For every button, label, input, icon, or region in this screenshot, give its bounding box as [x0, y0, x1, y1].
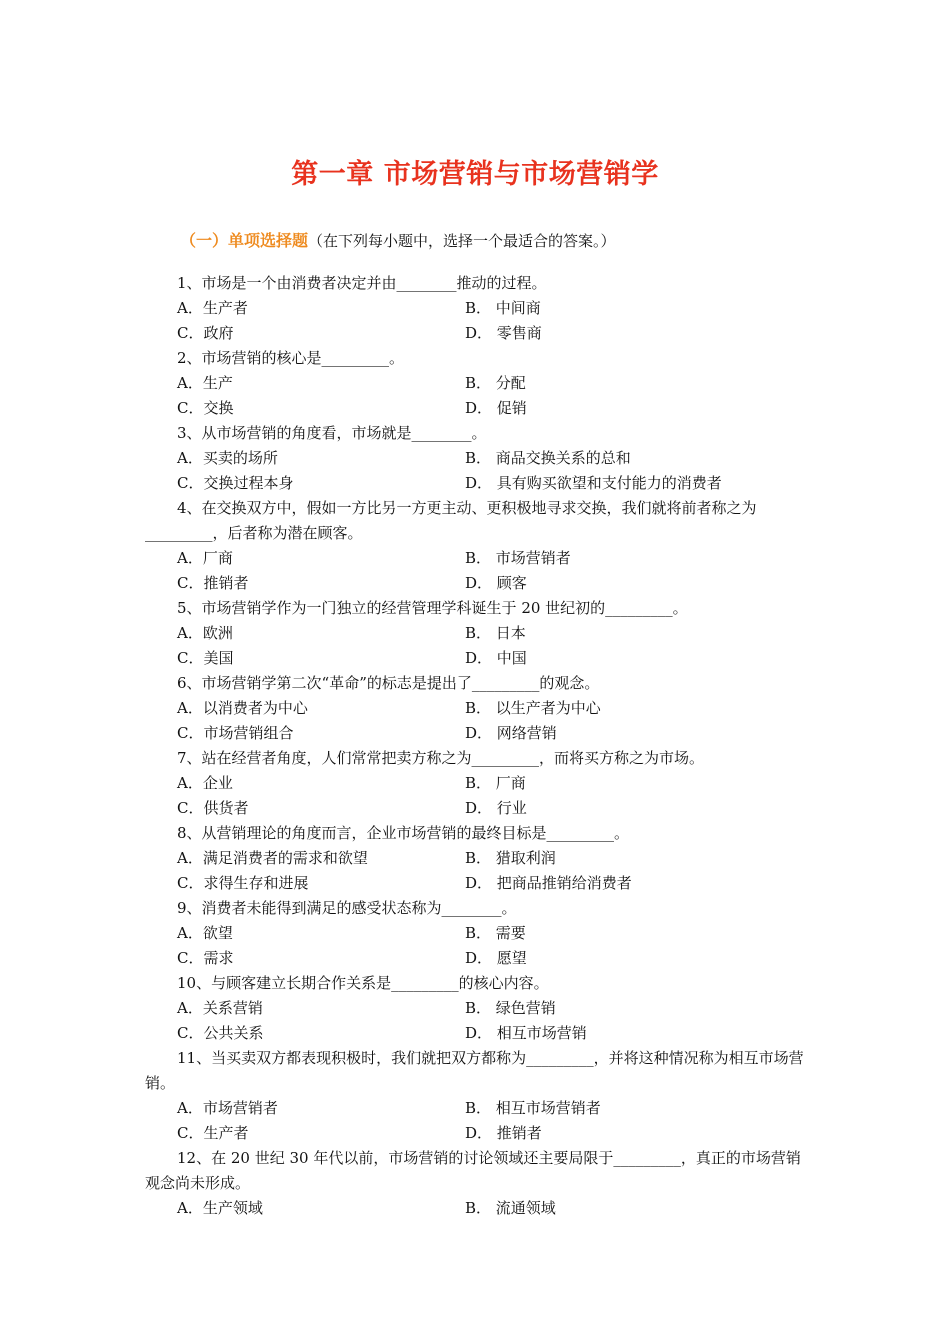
option: A．生产者 — [177, 299, 248, 317]
option: B． 商品交换关系的总和 — [465, 449, 631, 467]
question-stem: 3、从市场营销的角度看，市场就是________。 — [177, 424, 487, 442]
option: B． 绿色营销 — [465, 999, 556, 1017]
option-row — [145, 1096, 810, 1121]
option: C．生产者 — [177, 1124, 249, 1142]
option: A．欧洲 — [177, 624, 233, 642]
option: D． 顾客 — [465, 574, 527, 592]
option: C．供货者 — [177, 799, 249, 817]
option: A．生产领域 — [177, 1199, 263, 1217]
question-stem: 8、从营销理论的角度而言，企业市场营销的最终目标是_________。 — [177, 824, 630, 842]
option: D． 把商品推销给消费者 — [465, 874, 632, 892]
question — [145, 1046, 810, 1146]
option-row — [145, 946, 810, 971]
option: D． 零售商 — [465, 324, 542, 342]
option: C．公共关系 — [177, 1024, 264, 1042]
option-row — [145, 846, 810, 871]
option: A．生产 — [177, 374, 233, 392]
option: B． 分配 — [465, 374, 526, 392]
option: B． 中间商 — [465, 299, 541, 317]
option-row — [145, 646, 810, 671]
question — [145, 821, 810, 896]
question-stem: 11、当买卖双方都表现积极时，我们就把双方都称为_________，并将这种情况称为相互市场营销。 — [145, 1049, 804, 1092]
option-row — [145, 396, 810, 421]
option: A．满足消费者的需求和欲望 — [177, 849, 368, 867]
option-row — [145, 1021, 810, 1046]
section-label: （一）单项选择题 — [180, 231, 309, 250]
option-row — [145, 721, 810, 746]
question-stem: 5、市场营销学作为一门独立的经营管理学科诞生于 20 世纪初的_________。 — [177, 599, 688, 617]
option: B． 以生产者为中心 — [465, 699, 601, 717]
option-row — [145, 296, 810, 321]
option-row — [145, 796, 810, 821]
option: A．厂商 — [177, 549, 233, 567]
option: C．交换 — [177, 399, 234, 417]
option: A．关系营销 — [177, 999, 263, 1017]
question — [145, 596, 810, 671]
question-stem: 2、市场营销的核心是_________。 — [177, 349, 405, 367]
option: C．市场营销组合 — [177, 724, 294, 742]
option-row — [145, 546, 810, 571]
option-row — [145, 1121, 810, 1146]
option: A．以消费者为中心 — [177, 699, 308, 717]
question-stem: 9、消费者未能得到满足的感受状态称为________。 — [177, 899, 517, 917]
option: D． 具有购买欲望和支付能力的消费者 — [465, 474, 722, 492]
question-list — [145, 271, 810, 1221]
option-row — [145, 696, 810, 721]
option-row — [145, 921, 810, 946]
option: C．求得生存和进展 — [177, 874, 309, 892]
option: C．推销者 — [177, 574, 249, 592]
question-stem: 6、市场营销学第二次“革命”的标志是提出了_________的观念。 — [177, 674, 600, 692]
option-row — [145, 771, 810, 796]
question — [145, 671, 810, 746]
question-stem: 7、站在经营者角度，人们常常把卖方称之为_________，而将买方称之为市场。 — [177, 749, 705, 767]
question-stem: 10、与顾客建立长期合作关系是_________的核心内容。 — [177, 974, 549, 992]
option-row — [145, 371, 810, 396]
question — [145, 496, 810, 596]
option: D． 相互市场营销 — [465, 1024, 587, 1042]
option: B． 流通领域 — [465, 1199, 556, 1217]
option: A．市场营销者 — [177, 1099, 278, 1117]
question — [145, 421, 810, 496]
section-heading — [180, 228, 616, 251]
question-stem: 4、在交换双方中，假如一方比另一方更主动、更积极地寻求交换，我们就将前者称之为_________，后者称为潜在顾客。 — [145, 499, 757, 542]
chapter-title: 第一章 市场营销与市场营销学 — [291, 159, 659, 190]
option-row — [145, 871, 810, 896]
option: B． 相互市场营销者 — [465, 1099, 601, 1117]
option: A．买卖的场所 — [177, 449, 278, 467]
section-note: （在下列每小题中，选择一个最适合的答案。） — [308, 232, 616, 250]
option-row — [145, 571, 810, 596]
option: C．需求 — [177, 949, 234, 967]
question — [145, 346, 810, 421]
question — [145, 896, 810, 971]
option: C．政府 — [177, 324, 234, 342]
option: D． 行业 — [465, 799, 527, 817]
option: B． 市场营销者 — [465, 549, 571, 567]
option: C．交换过程本身 — [177, 474, 294, 492]
option: B． 需要 — [465, 924, 526, 942]
option: D． 中国 — [465, 649, 527, 667]
option-row — [145, 1196, 810, 1221]
option: A．企业 — [177, 774, 233, 792]
option: C．美国 — [177, 649, 234, 667]
option: D． 网络营销 — [465, 724, 557, 742]
question-stem: 1、市场是一个由消费者决定并由________推动的过程。 — [177, 274, 547, 292]
option-row — [145, 471, 810, 496]
option: D． 愿望 — [465, 949, 527, 967]
option-row — [145, 321, 810, 346]
question — [145, 746, 810, 821]
question-stem: 12、在 20 世纪 30 年代以前，市场营销的讨论领域还主要局限于_________，真正的市场营销观念尚未形成。 — [145, 1149, 801, 1192]
option: B． 厂商 — [465, 774, 526, 792]
option: A．欲望 — [177, 924, 233, 942]
option-row — [145, 996, 810, 1021]
option: D． 促销 — [465, 399, 527, 417]
question — [145, 971, 810, 1046]
option: B． 日本 — [465, 624, 526, 642]
option: B． 猎取利润 — [465, 849, 556, 867]
question — [145, 1146, 810, 1221]
option: D． 推销者 — [465, 1124, 542, 1142]
question — [145, 271, 810, 346]
option-row — [145, 446, 810, 471]
option-row — [145, 621, 810, 646]
